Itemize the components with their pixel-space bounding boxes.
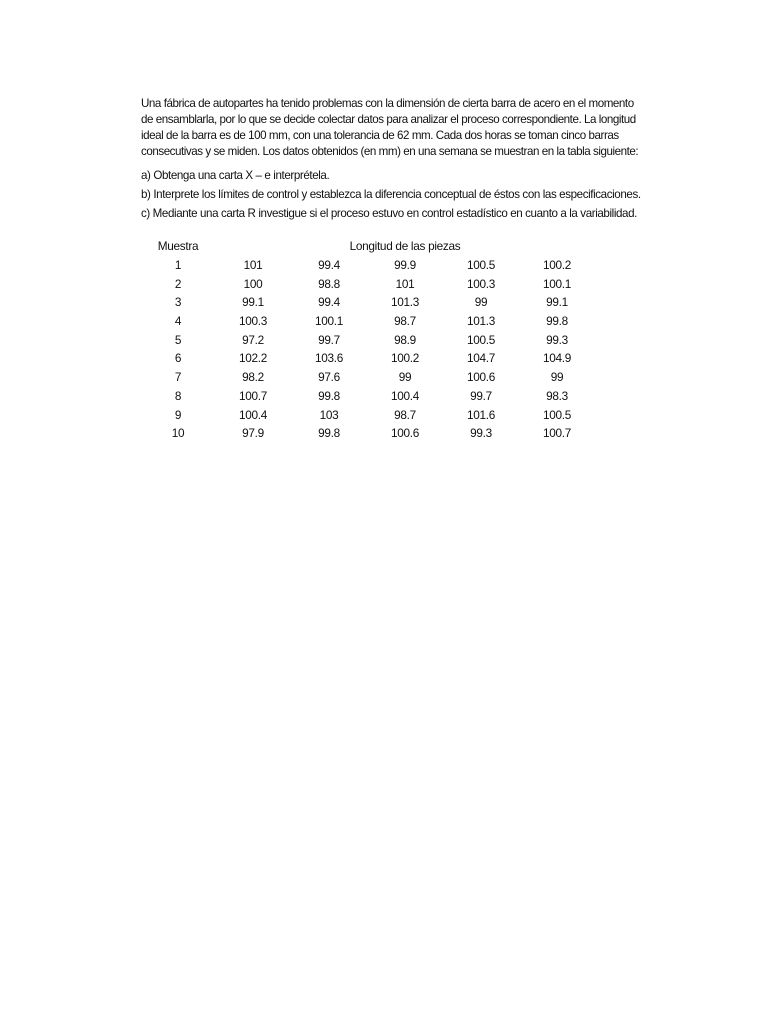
length-value-cell: 100.2 <box>542 258 572 273</box>
length-value-cell: 99.8 <box>318 426 340 441</box>
table-row <box>141 256 595 275</box>
table-row <box>141 405 595 424</box>
length-value-cell: 99 <box>550 370 564 385</box>
length-value-cell: 101 <box>395 276 415 291</box>
length-value-cell: 103.6 <box>314 351 344 366</box>
length-value-cell: 99.4 <box>318 258 340 273</box>
length-value-cell: 104.7 <box>466 351 496 366</box>
length-value-cell: 99.8 <box>318 388 340 403</box>
length-value-cell: 103 <box>319 407 339 422</box>
table-body <box>141 256 595 443</box>
length-value-cell: 98.2 <box>242 370 264 385</box>
header-sample: Muestra <box>157 239 199 254</box>
length-value-cell: 100.7 <box>238 388 268 403</box>
sample-number-cell: 7 <box>174 370 182 385</box>
sample-number-cell: 8 <box>174 388 182 403</box>
length-value-cell: 99 <box>398 370 412 385</box>
table-header-row <box>141 237 595 256</box>
length-value-cell: 100 <box>243 276 263 291</box>
length-value-cell: 98.7 <box>394 407 416 422</box>
sample-number-cell: 9 <box>174 407 182 422</box>
intro-line: consecutivas y se miden. Los datos obtenidos (en mm) en una semana se muestran en la tabla siguiente: <box>141 145 639 158</box>
length-value-cell: 101.3 <box>390 295 420 310</box>
table-row <box>141 368 595 387</box>
table-row <box>141 293 595 312</box>
length-value-cell: 99.8 <box>546 314 568 329</box>
intro-paragraph <box>141 96 681 160</box>
length-value-cell: 100.1 <box>542 276 572 291</box>
length-value-cell: 100.7 <box>542 426 572 441</box>
question-b: b) Interprete los límites de control y establezca la diferencia conceptual de éstos con las especificaciones. <box>141 188 641 201</box>
data-table <box>141 237 595 443</box>
length-value-cell: 99.7 <box>470 388 492 403</box>
length-value-cell: 100.2 <box>390 351 420 366</box>
question-list <box>141 166 681 223</box>
sample-number-cell: 10 <box>171 426 185 441</box>
length-value-cell: 100.6 <box>390 426 420 441</box>
length-value-cell: 100.1 <box>314 314 344 329</box>
length-value-cell: 101 <box>243 258 263 273</box>
length-value-cell: 100.5 <box>466 332 496 347</box>
length-value-cell: 100.3 <box>466 276 496 291</box>
sample-number-cell: 3 <box>174 295 182 310</box>
question-a: a) Obtenga una carta X – e interprétela. <box>141 169 330 182</box>
length-value-cell: 101.6 <box>466 407 496 422</box>
intro-line: Una fábrica de autopartes ha tenido problemas con la dimensión de cierta barra de acero en el momento <box>141 97 634 110</box>
length-value-cell: 98.7 <box>394 314 416 329</box>
length-value-cell: 100.3 <box>238 314 268 329</box>
data-table-container <box>141 237 601 443</box>
table-row <box>141 274 595 293</box>
sample-number-cell: 4 <box>174 314 182 329</box>
length-value-cell: 98.3 <box>546 388 568 403</box>
table-row <box>141 312 595 331</box>
question-c: c) Mediante una carta R investigue si el proceso estuvo en control estadístico en cuanto a la variabilidad. <box>141 207 637 220</box>
table-row <box>141 387 595 406</box>
length-value-cell: 102.2 <box>238 351 268 366</box>
length-value-cell: 100.5 <box>466 258 496 273</box>
length-value-cell: 98.8 <box>318 276 340 291</box>
table-row <box>141 330 595 349</box>
problem-statement <box>141 96 768 223</box>
length-value-cell: 99.7 <box>318 332 340 347</box>
table-row <box>141 349 595 368</box>
sample-number-cell: 2 <box>174 276 182 291</box>
length-value-cell: 100.4 <box>390 388 420 403</box>
intro-line: de ensamblarla, por lo que se decide colectar datos para analizar el proceso correspondiente. La longitud <box>141 113 636 126</box>
length-value-cell: 99.1 <box>546 295 568 310</box>
length-value-cell: 100.6 <box>466 370 496 385</box>
sample-number-cell: 5 <box>174 332 182 347</box>
table-row <box>141 424 595 443</box>
length-value-cell: 100.5 <box>542 407 572 422</box>
length-value-cell: 97.6 <box>318 370 340 385</box>
length-value-cell: 99 <box>474 295 488 310</box>
length-value-cell: 99.9 <box>394 258 416 273</box>
length-value-cell: 104.9 <box>542 351 572 366</box>
length-value-cell: 99.3 <box>470 426 492 441</box>
header-lengths: Longitud de las piezas <box>349 239 461 254</box>
sample-number-cell: 6 <box>174 351 182 366</box>
length-value-cell: 100.4 <box>238 407 268 422</box>
length-value-cell: 99.1 <box>242 295 264 310</box>
length-value-cell: 101.3 <box>466 314 496 329</box>
sample-number-cell: 1 <box>174 258 182 273</box>
length-value-cell: 99.3 <box>546 332 568 347</box>
intro-line: ideal de la barra es de 100 mm, con una tolerancia de 62 mm. Cada dos horas se toman cinco barras <box>141 129 619 142</box>
length-value-cell: 98.9 <box>394 332 416 347</box>
length-value-cell: 97.9 <box>242 426 264 441</box>
length-value-cell: 97.2 <box>242 332 264 347</box>
length-value-cell: 99.4 <box>318 295 340 310</box>
